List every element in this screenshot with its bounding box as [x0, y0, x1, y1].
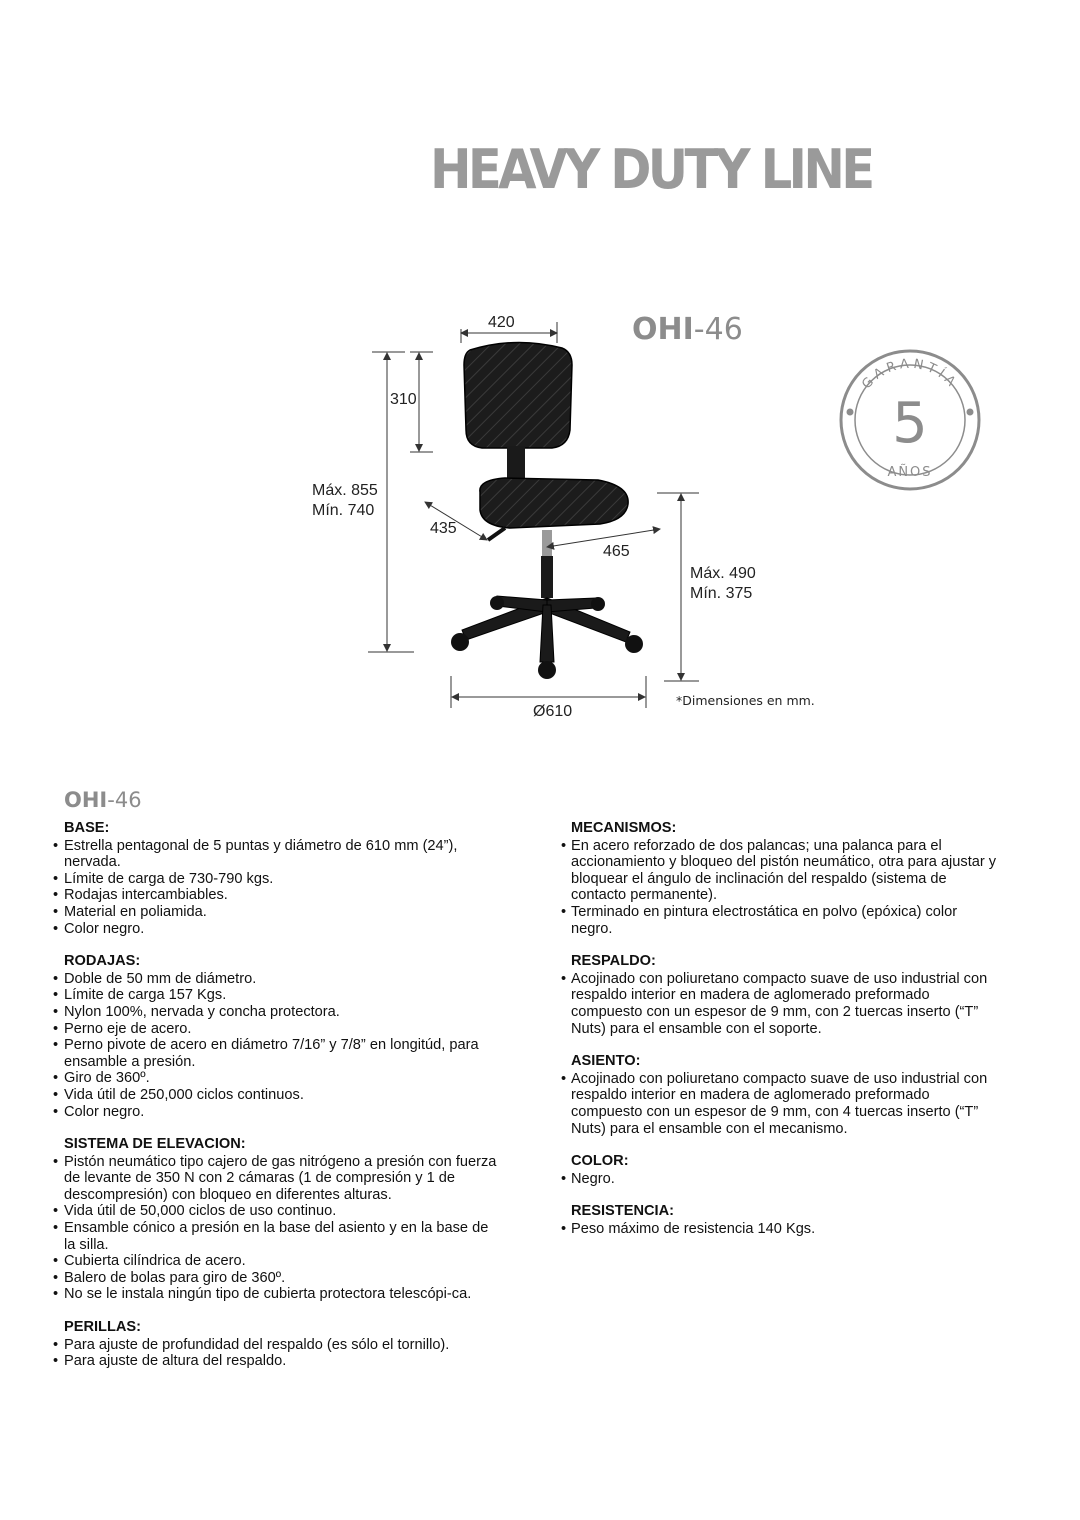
spec-item: • En acero reforzado de dos palancas; una palanca para el accionamiento y bloqueo del pistón neumático, otra para ajustar y bloquear el ángulo de inclinación del respaldo (sistema de contacto permanente).	[561, 838, 1001, 904]
warranty-top-text: GARANTÍA	[859, 356, 961, 393]
spec-list	[561, 838, 1001, 938]
spec-item: • Color negro.	[53, 921, 503, 938]
dim-seat-width: 465	[603, 543, 630, 560]
dim-seat-height-max: Máx. 490	[690, 565, 756, 582]
spec-item: • Balero de bolas para giro de 360º.	[53, 1270, 503, 1287]
model-suffix: -46	[693, 312, 743, 347]
chair-backrest	[464, 342, 572, 448]
spec-item: • Cubierta cilíndrica de acero.	[53, 1253, 503, 1270]
spec-section-title: RESISTENCIA:	[571, 1203, 674, 1220]
spec-item: • Nylon 100%, nervada y concha protectora.	[53, 1004, 503, 1021]
warranty-bottom-text: AÑOS	[887, 465, 933, 480]
spec-section-title: SISTEMA DE ELEVACION:	[64, 1136, 246, 1153]
spec-section	[561, 1153, 1001, 1187]
spec-section	[53, 820, 503, 937]
spec-item: • Pistón neumático tipo cajero de gas nitrógeno a presión con fuerza de levante de 350 N con 2 cámaras (1 de compresión y 1 de descompresión) con bloqueo en diferentes alturas.	[53, 1154, 503, 1204]
spec-section-title: RESPALDO:	[571, 953, 656, 970]
spec-section	[53, 953, 503, 1120]
spec-section	[561, 1053, 1001, 1137]
spec-section-title: MECANISMOS:	[571, 820, 677, 836]
specs-right-column	[561, 820, 1001, 1253]
spec-item: • Estrella pentagonal de 5 puntas y diámetro de 610 mm (24”), nervada.	[53, 838, 503, 871]
spec-list	[561, 1071, 1001, 1137]
spec-item: • Acojinado con poliuretano compacto suave de uso industrial con respaldo interior en madera de aglomerado preformado compuesto con un espesor de 9 mm, con 2 tuercas inserto (“T” Nuts) para el ensamble con el soporte.	[561, 971, 1001, 1037]
spec-item: • Terminado en pintura electrostática en polvo (epóxica) color negro.	[561, 904, 1001, 937]
dim-total-height-min: Mín. 740	[312, 502, 375, 519]
spec-item: • Límite de carga de 730-790 kgs.	[53, 871, 503, 888]
spec-item: • Perno eje de acero.	[53, 1021, 503, 1038]
spec-item: • Color negro.	[53, 1104, 503, 1121]
spec-item: • Para ajuste de profundidad del respaldo (es sólo el tornillo).	[53, 1337, 503, 1354]
spec-item: • No se le instala ningún tipo de cubierta protectora telescópi-ca.	[53, 1286, 503, 1303]
dim-base-diameter: Ø610	[533, 703, 573, 720]
spec-item: • Rodajas intercambiables.	[53, 887, 503, 904]
spec-item: • Material en poliamida.	[53, 904, 503, 921]
dim-backrest-height: 310	[390, 391, 417, 408]
chair-piston	[541, 556, 553, 598]
model-name-specs	[64, 788, 142, 812]
spec-list	[53, 971, 503, 1120]
spec-list	[561, 1221, 1001, 1238]
chair-piston-cover	[542, 530, 552, 558]
spec-list	[561, 971, 1001, 1037]
chair-illustration	[451, 342, 643, 679]
spec-item: • Giro de 360º.	[53, 1070, 503, 1087]
spec-item: • Acojinado con poliuretano compacto suave de uso industrial con respaldo interior en madera de aglomerado preformado compuesto con un espesor de 9 mm, con 4 tuercas inserto (“T” Nuts) para el ensamble con el mecanismo.	[561, 1071, 1001, 1137]
spec-section-title: RODAJAS:	[64, 953, 141, 970]
spec-item: • Negro.	[561, 1171, 1001, 1188]
dim-total-height-max: Máx. 855	[312, 482, 378, 499]
spec-list	[561, 1171, 1001, 1188]
spec-item: • Límite de carga 157 Kgs.	[53, 987, 503, 1004]
spec-section-title: COLOR:	[571, 1153, 629, 1170]
spec-section-title: ASIENTO:	[571, 1053, 641, 1070]
spec-section-title: BASE:	[64, 820, 110, 836]
warranty-number: 5	[892, 391, 928, 456]
spec-section	[561, 820, 1001, 937]
chair-base	[462, 596, 630, 662]
spec-list	[53, 1154, 503, 1303]
page-title: HEAVY DUTY LINE	[430, 138, 872, 201]
spec-item: • Para ajuste de altura del respaldo.	[53, 1353, 503, 1370]
spec-item: • Vida útil de 250,000 ciclos continuos.	[53, 1087, 503, 1104]
spec-section	[53, 1136, 503, 1303]
spec-item: • Doble de 50 mm de diámetro.	[53, 971, 503, 988]
model-suffix: -46	[107, 788, 142, 812]
specs-left-column	[53, 820, 503, 1386]
chair-lever	[488, 528, 505, 540]
spec-section	[53, 1319, 503, 1370]
model-prefix: OHI	[632, 312, 694, 347]
dim-seat-depth: 435	[430, 520, 457, 537]
spec-section-title: PERILLAS:	[64, 1319, 142, 1336]
spec-item: • Perno pivote de acero en diámetro 7/16” y 7/8” en longitúd, para ensamble a presión.	[53, 1037, 503, 1070]
model-prefix: OHI	[64, 788, 108, 812]
spec-list	[53, 838, 503, 938]
spec-section	[561, 953, 1001, 1037]
spec-item: • Ensamble cónico a presión en la base del asiento y en la base de la silla.	[53, 1220, 503, 1253]
dimensions-note: *Dimensiones en mm.	[676, 693, 815, 708]
spec-list	[53, 1337, 503, 1370]
spec-item: • Vida útil de 50,000 ciclos de uso continuo.	[53, 1203, 503, 1220]
spec-item: • Peso máximo de resistencia 140 Kgs.	[561, 1221, 1001, 1238]
chair-seat	[480, 478, 628, 528]
dim-seat-height-min: Mín. 375	[690, 585, 753, 602]
dim-backrest-width: 420	[488, 314, 515, 331]
warranty-seal	[838, 348, 982, 492]
spec-section	[561, 1203, 1001, 1237]
